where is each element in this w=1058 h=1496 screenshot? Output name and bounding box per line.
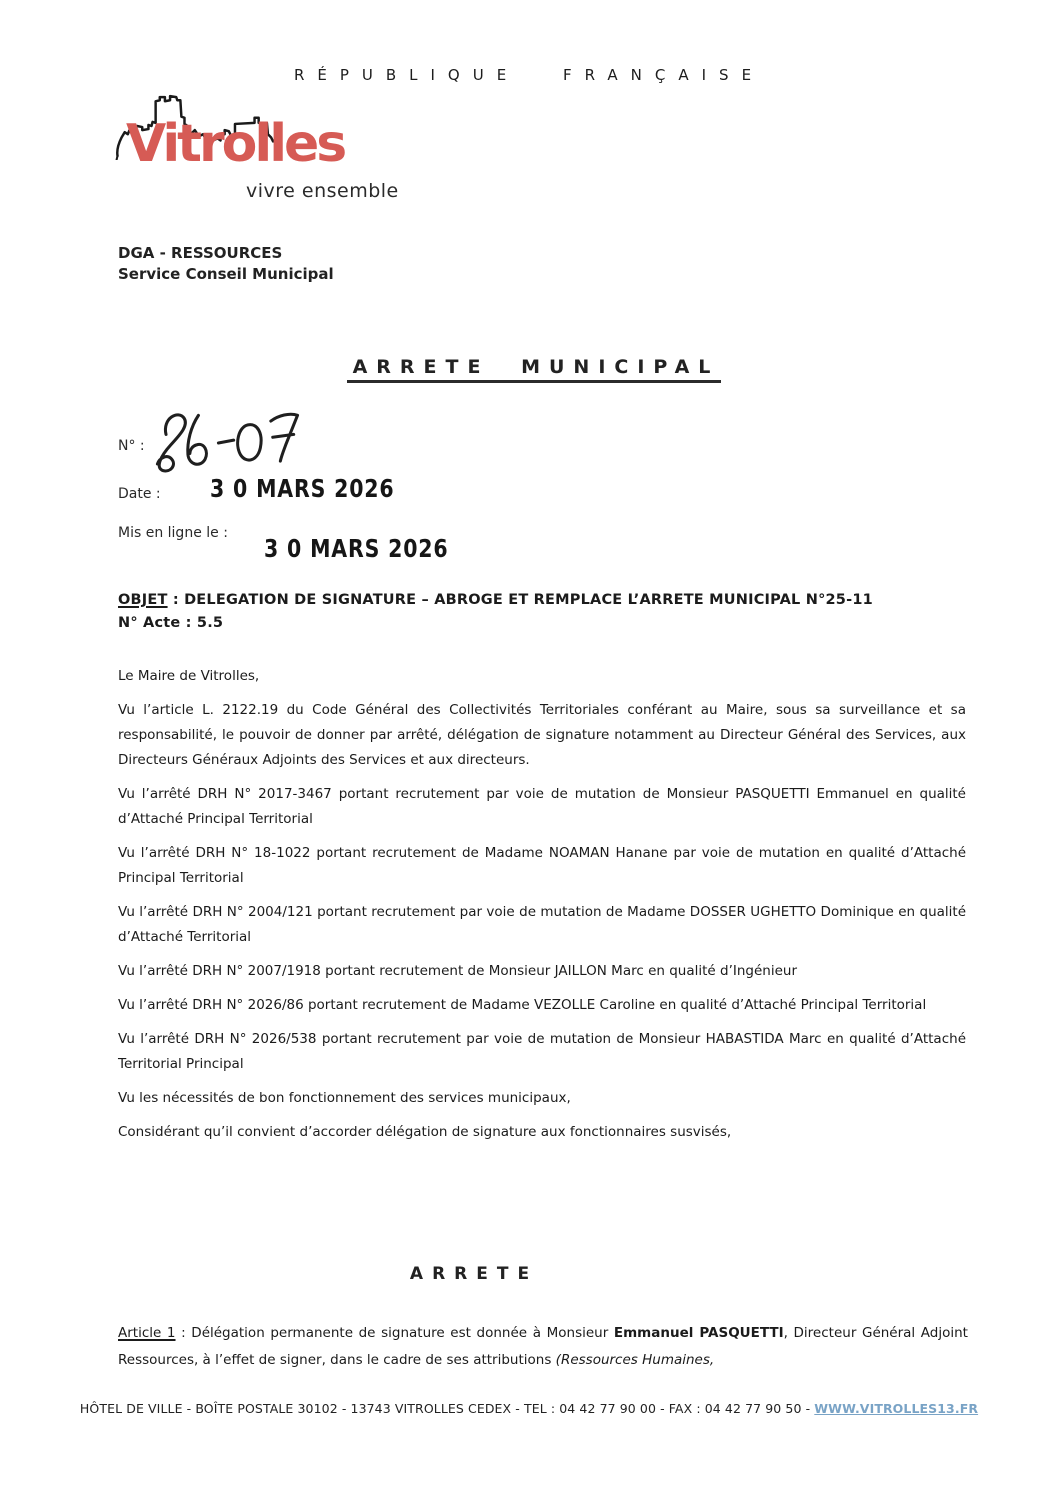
considerant-paragraph: Considérant qu’il convient d’accorder délégation de signature aux fonctionnaires susvisés, <box>118 1124 732 1140</box>
document-title-wrap <box>0 356 1058 383</box>
logo-wordmark: Vitrolles <box>126 114 345 174</box>
online-date-stamp: 3 0 MARS 2026 <box>264 534 449 563</box>
article-1-text-2: , Directeur Général Adjoint Ressources, à l’effet de signer, dans le cadre de ses attributions <box>118 1325 968 1368</box>
republique-francaise-heading: RÉPUBLIQUE FRANÇAISE <box>293 66 765 84</box>
document-body <box>118 664 966 1154</box>
footer-website-link[interactable]: WWW.VITROLLES13.FR <box>814 1401 979 1416</box>
service-name: Service Conseil Municipal <box>118 265 334 283</box>
visa-paragraph: Vu l’arrêté DRH N° 18-1022 portant recrutement de Madame NOAMAN Hanane par voie de mutation en qualité d’Attaché Principal Territorial <box>118 845 966 886</box>
article-1-italic: (Ressources Humaines, <box>555 1352 715 1368</box>
handwritten-number <box>146 404 308 482</box>
article-1-label: Article 1 <box>118 1325 176 1341</box>
objet-text: : DELEGATION DE SIGNATURE – ABROGE ET REMPLACE L’ARRETE MUNICIPAL N°25-11 <box>167 592 873 608</box>
footer <box>0 1401 1058 1416</box>
footer-address: HÔTEL DE VILLE - BOÎTE POSTALE 30102 - 13743 VITROLLES CEDEX - TEL : 04 42 77 90 00 - FAX : 04 42 77 90 50 - <box>79 1401 815 1416</box>
logo-tagline: vivre ensemble <box>246 180 399 202</box>
acte-number: N° Acte : 5.5 <box>118 615 224 631</box>
date-label: Date : <box>118 486 161 502</box>
article-1-text: : Délégation permanente de signature est donnée à Monsieur <box>175 1325 614 1341</box>
department-name: DGA - RESSOURCES <box>118 244 283 262</box>
online-label: Mis en ligne le : <box>118 525 228 541</box>
objet-line <box>118 589 968 612</box>
visa-paragraph: Vu l’arrêté DRH N° 2026/86 portant recrutement de Madame VEZOLLE Caroline en qualité d’Attaché Principal Territorial <box>118 997 927 1013</box>
numero-label: N° : <box>118 438 145 454</box>
visa-paragraph: Vu les nécessités de bon fonctionnement des services municipaux, <box>118 1090 571 1106</box>
document-title: ARRETE MUNICIPAL <box>347 356 722 383</box>
visa-paragraph: Vu l’arrêté DRH N° 2017-3467 portant recrutement par voie de mutation de Monsieur PASQUETTI Emmanuel en qualité d’Attaché Principal Territorial <box>118 786 966 827</box>
objet-block <box>118 589 968 635</box>
visa-paragraph: Vu l’article L. 2122.19 du Code Général des Collectivités Territoriales conférant au Maire, sous sa surveillance et sa responsabilité, le pouvoir de donner par arrêté, délégation de signature notamment au Directeur Général des Services, aux Directeurs Généraux Adjoints des Services et aux directeurs. <box>118 702 966 768</box>
objet-label: OBJET <box>118 592 168 608</box>
visa-paragraph: Vu l’arrêté DRH N° 2026/538 portant recrutement par voie de mutation de Monsieur HABASTIDA Marc en qualité d’Attaché Territorial Principal <box>118 1031 966 1072</box>
salutation: Le Maire de Vitrolles, <box>118 668 260 684</box>
article-1-paragraph <box>118 1320 968 1374</box>
vitrolles-logo <box>110 86 420 216</box>
date-stamp: 3 0 MARS 2026 <box>210 474 395 503</box>
arrete-heading-wrap <box>0 1264 948 1284</box>
visa-paragraph: Vu l’arrêté DRH N° 2004/121 portant recrutement par voie de mutation de Madame DOSSER UGHETTO Dominique en qualité d’Attaché Territorial <box>118 904 966 945</box>
department-block <box>118 243 334 285</box>
article-1-delegate-name: Emmanuel PASQUETTI <box>613 1325 784 1341</box>
visa-paragraph: Vu l’arrêté DRH N° 2007/1918 portant recrutement de Monsieur JAILLON Marc en qualité d’Ingénieur <box>118 963 798 979</box>
arrete-heading: ARRETE <box>409 1264 539 1284</box>
